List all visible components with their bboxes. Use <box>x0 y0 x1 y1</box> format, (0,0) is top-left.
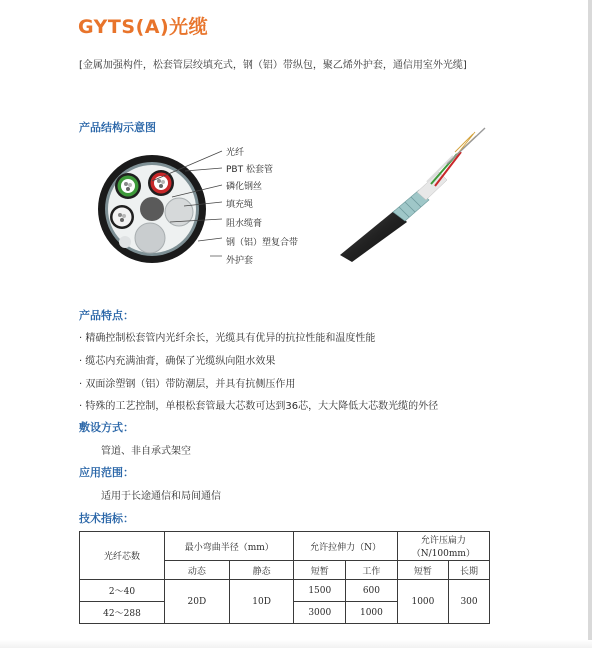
subheader-work: 工作 <box>346 561 398 580</box>
header-crush-line1: 允许压扁力 <box>420 536 466 546</box>
cable-illustration <box>335 122 495 262</box>
application-heading: 应用范围： <box>79 466 134 479</box>
header-crush <box>397 532 489 561</box>
laying-heading: 敷设方式： <box>79 421 134 434</box>
cell-fiber: 42～288 <box>80 602 165 624</box>
subheader-short-crush: 短暂 <box>397 561 448 580</box>
loose-tube-green <box>115 173 141 199</box>
cell-short: 3000 <box>294 602 346 624</box>
cable-sheath <box>340 210 407 262</box>
label-pbt-tube: PBT 松套管 <box>226 165 273 175</box>
filler-rod <box>119 236 131 248</box>
page-bottom-edge <box>0 640 592 648</box>
feature-item: · 精确控制松套管内光纤余长，光缆具有优异的抗拉性能和温度性能 <box>79 333 376 344</box>
spec-table <box>79 531 490 624</box>
header-crush-line2: （N/100mm） <box>411 549 475 559</box>
label-outer-sheath: 外护套 <box>226 256 254 266</box>
cell-crush-long: 300 <box>449 580 490 624</box>
page-title: GYTS(A)光缆 <box>78 16 209 38</box>
cell-static: 10D <box>229 580 294 624</box>
label-filler: 填充绳 <box>226 200 254 210</box>
label-armor-tape: 钢（铝）塑复合带 <box>226 238 299 248</box>
cell-fiber: 2～40 <box>80 580 165 602</box>
application-text: 适用于长途通信和局间通信 <box>101 491 221 502</box>
header-tensile: 允许拉伸力（N） <box>294 532 397 561</box>
structure-heading: 产品结构示意图 <box>79 121 156 134</box>
spec-heading: 技术指标： <box>79 512 134 525</box>
central-member <box>447 128 485 164</box>
label-water-blocking: 阻水缆膏 <box>226 219 263 229</box>
laying-text: 管道、非自承式架空 <box>101 446 191 457</box>
cell-crush-short: 1000 <box>397 580 448 624</box>
page-subtitle: [金属加强构件，松套管层绞填充式，钢（铝）带纵包，聚乙烯外护套，通信用室外光缆] <box>79 60 467 71</box>
cell-short: 1500 <box>294 580 346 602</box>
subheader-static: 静态 <box>229 561 294 580</box>
page-edge <box>588 0 592 648</box>
subheader-dynamic: 动态 <box>165 561 230 580</box>
label-fiber: 光纤 <box>226 148 245 158</box>
loose-tube-white <box>110 205 134 229</box>
label-steel-wire: 磷化钢丝 <box>226 182 263 192</box>
feature-item: · 缆芯内充满油膏，确保了光缆纵向阻水效果 <box>79 356 276 367</box>
subheader-short: 短暂 <box>294 561 346 580</box>
header-fiber-count: 光纤芯数 <box>80 532 165 580</box>
feature-item: · 特殊的工艺控制，单根松套管最大芯数可达到36芯，大大降低大芯数光缆的外径 <box>79 401 439 412</box>
fiber-strands <box>455 132 476 154</box>
cell-dynamic: 20D <box>165 580 230 624</box>
cell-work: 600 <box>346 580 398 602</box>
feature-item: · 双面涂塑钢（铝）带防潮层，并具有抗侧压作用 <box>79 379 296 390</box>
header-bend-radius: 最小弯曲半径（mm） <box>165 532 294 561</box>
table-row <box>80 580 490 602</box>
cell-work: 1000 <box>346 602 398 624</box>
features-heading: 产品特点： <box>79 309 134 322</box>
subheader-long: 长期 <box>449 561 490 580</box>
